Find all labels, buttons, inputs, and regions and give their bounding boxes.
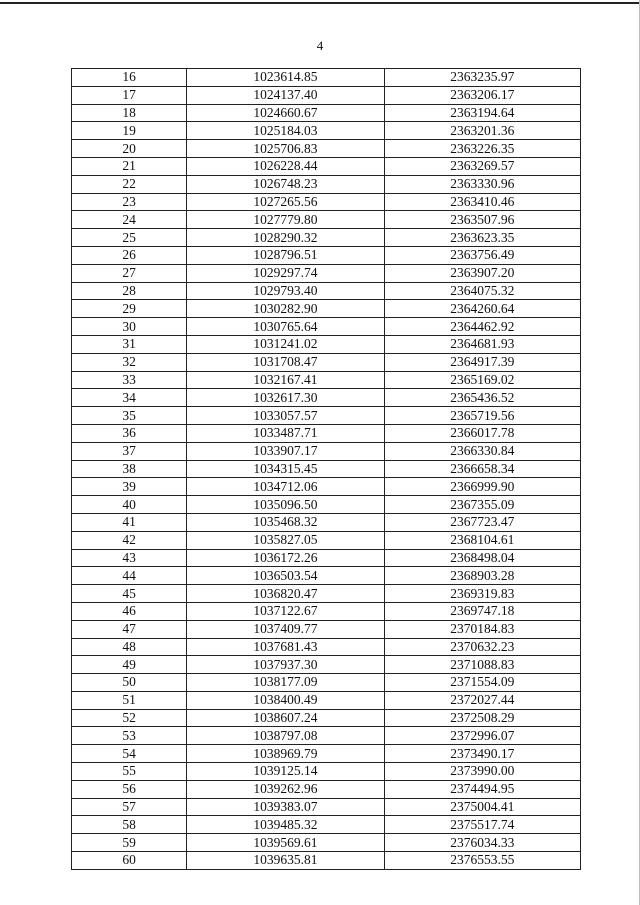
point-number-cell: 26 xyxy=(72,246,187,264)
table-row xyxy=(72,122,581,140)
x-coordinate-cell: 1025184.03 xyxy=(187,122,384,140)
table-row xyxy=(72,229,581,247)
point-number-cell: 45 xyxy=(72,585,187,603)
y-coordinate-cell: 2369319.83 xyxy=(384,585,580,603)
point-number-cell: 25 xyxy=(72,229,187,247)
y-coordinate-cell: 2363330.96 xyxy=(384,175,580,193)
x-coordinate-cell: 1039262.96 xyxy=(187,780,384,798)
x-coordinate-cell: 1025706.83 xyxy=(187,140,384,158)
x-coordinate-cell: 1033907.17 xyxy=(187,442,384,460)
table-row xyxy=(72,852,581,870)
x-coordinate-cell: 1029297.74 xyxy=(187,264,384,282)
point-number-cell: 33 xyxy=(72,371,187,389)
point-number-cell: 53 xyxy=(72,727,187,745)
x-coordinate-cell: 1038969.79 xyxy=(187,745,384,763)
y-coordinate-cell: 2375517.74 xyxy=(384,816,580,834)
x-coordinate-cell: 1039635.81 xyxy=(187,852,384,870)
x-coordinate-cell: 1033057.57 xyxy=(187,407,384,425)
table-row xyxy=(72,407,581,425)
table-row xyxy=(72,585,581,603)
point-number-cell: 20 xyxy=(72,140,187,158)
point-number-cell: 18 xyxy=(72,104,187,122)
coordinates-table-body xyxy=(72,69,581,870)
table-row xyxy=(72,513,581,531)
table-row xyxy=(72,567,581,585)
point-number-cell: 52 xyxy=(72,709,187,727)
x-coordinate-cell: 1036172.26 xyxy=(187,549,384,567)
y-coordinate-cell: 2370184.83 xyxy=(384,620,580,638)
y-coordinate-cell: 2364917.39 xyxy=(384,353,580,371)
point-number-cell: 19 xyxy=(72,122,187,140)
x-coordinate-cell: 1035468.32 xyxy=(187,513,384,531)
coordinates-table xyxy=(71,68,581,870)
y-coordinate-cell: 2369747.18 xyxy=(384,602,580,620)
x-coordinate-cell: 1024660.67 xyxy=(187,104,384,122)
x-coordinate-cell: 1028290.32 xyxy=(187,229,384,247)
table-row xyxy=(72,816,581,834)
x-coordinate-cell: 1034712.06 xyxy=(187,478,384,496)
top-rule xyxy=(0,2,640,4)
point-number-cell: 37 xyxy=(72,442,187,460)
y-coordinate-cell: 2364462.92 xyxy=(384,318,580,336)
table-row xyxy=(72,104,581,122)
point-number-cell: 39 xyxy=(72,478,187,496)
table-row xyxy=(72,157,581,175)
y-coordinate-cell: 2367355.09 xyxy=(384,496,580,514)
point-number-cell: 49 xyxy=(72,656,187,674)
y-coordinate-cell: 2365436.52 xyxy=(384,389,580,407)
table-row xyxy=(72,531,581,549)
x-coordinate-cell: 1037937.30 xyxy=(187,656,384,674)
table-row xyxy=(72,674,581,692)
table-row xyxy=(72,264,581,282)
y-coordinate-cell: 2363201.36 xyxy=(384,122,580,140)
y-coordinate-cell: 2364075.32 xyxy=(384,282,580,300)
y-coordinate-cell: 2363235.97 xyxy=(384,69,580,87)
y-coordinate-cell: 2365169.02 xyxy=(384,371,580,389)
x-coordinate-cell: 1037122.67 xyxy=(187,602,384,620)
table-row xyxy=(72,745,581,763)
x-coordinate-cell: 1038797.08 xyxy=(187,727,384,745)
y-coordinate-cell: 2363756.49 xyxy=(384,246,580,264)
table-row xyxy=(72,798,581,816)
x-coordinate-cell: 1029793.40 xyxy=(187,282,384,300)
y-coordinate-cell: 2364681.93 xyxy=(384,335,580,353)
x-coordinate-cell: 1039569.61 xyxy=(187,834,384,852)
y-coordinate-cell: 2366017.78 xyxy=(384,424,580,442)
point-number-cell: 57 xyxy=(72,798,187,816)
point-number-cell: 55 xyxy=(72,763,187,781)
x-coordinate-cell: 1027779.80 xyxy=(187,211,384,229)
x-coordinate-cell: 1038400.49 xyxy=(187,691,384,709)
x-coordinate-cell: 1032617.30 xyxy=(187,389,384,407)
y-coordinate-cell: 2368903.28 xyxy=(384,567,580,585)
point-number-cell: 56 xyxy=(72,780,187,798)
point-number-cell: 16 xyxy=(72,69,187,87)
x-coordinate-cell: 1031241.02 xyxy=(187,335,384,353)
y-coordinate-cell: 2364260.64 xyxy=(384,300,580,318)
point-number-cell: 34 xyxy=(72,389,187,407)
table-row xyxy=(72,211,581,229)
point-number-cell: 17 xyxy=(72,86,187,104)
y-coordinate-cell: 2374494.95 xyxy=(384,780,580,798)
point-number-cell: 41 xyxy=(72,513,187,531)
table-row xyxy=(72,300,581,318)
y-coordinate-cell: 2366999.90 xyxy=(384,478,580,496)
x-coordinate-cell: 1035096.50 xyxy=(187,496,384,514)
y-coordinate-cell: 2368498.04 xyxy=(384,549,580,567)
table-row xyxy=(72,193,581,211)
point-number-cell: 27 xyxy=(72,264,187,282)
point-number-cell: 50 xyxy=(72,674,187,692)
table-row xyxy=(72,371,581,389)
y-coordinate-cell: 2363410.46 xyxy=(384,193,580,211)
point-number-cell: 46 xyxy=(72,602,187,620)
x-coordinate-cell: 1023614.85 xyxy=(187,69,384,87)
x-coordinate-cell: 1035827.05 xyxy=(187,531,384,549)
point-number-cell: 28 xyxy=(72,282,187,300)
table-row xyxy=(72,246,581,264)
x-coordinate-cell: 1038607.24 xyxy=(187,709,384,727)
table-row xyxy=(72,69,581,87)
point-number-cell: 29 xyxy=(72,300,187,318)
table-row xyxy=(72,478,581,496)
x-coordinate-cell: 1037409.77 xyxy=(187,620,384,638)
x-coordinate-cell: 1031708.47 xyxy=(187,353,384,371)
table-row xyxy=(72,140,581,158)
point-number-cell: 54 xyxy=(72,745,187,763)
table-row xyxy=(72,780,581,798)
table-row xyxy=(72,656,581,674)
x-coordinate-cell: 1030765.64 xyxy=(187,318,384,336)
y-coordinate-cell: 2373490.17 xyxy=(384,745,580,763)
point-number-cell: 36 xyxy=(72,424,187,442)
y-coordinate-cell: 2367723.47 xyxy=(384,513,580,531)
x-coordinate-cell: 1032167.41 xyxy=(187,371,384,389)
point-number-cell: 35 xyxy=(72,407,187,425)
y-coordinate-cell: 2363907.20 xyxy=(384,264,580,282)
x-coordinate-cell: 1039485.32 xyxy=(187,816,384,834)
table-row xyxy=(72,638,581,656)
point-number-cell: 21 xyxy=(72,157,187,175)
y-coordinate-cell: 2363226.35 xyxy=(384,140,580,158)
table-row xyxy=(72,834,581,852)
x-coordinate-cell: 1030282.90 xyxy=(187,300,384,318)
point-number-cell: 47 xyxy=(72,620,187,638)
point-number-cell: 60 xyxy=(72,852,187,870)
x-coordinate-cell: 1039383.07 xyxy=(187,798,384,816)
point-number-cell: 24 xyxy=(72,211,187,229)
y-coordinate-cell: 2376034.33 xyxy=(384,834,580,852)
y-coordinate-cell: 2363206.17 xyxy=(384,86,580,104)
y-coordinate-cell: 2363194.64 xyxy=(384,104,580,122)
table-row xyxy=(72,335,581,353)
point-number-cell: 58 xyxy=(72,816,187,834)
table-row xyxy=(72,460,581,478)
point-number-cell: 30 xyxy=(72,318,187,336)
x-coordinate-cell: 1034315.45 xyxy=(187,460,384,478)
x-coordinate-cell: 1036820.47 xyxy=(187,585,384,603)
table-row xyxy=(72,496,581,514)
y-coordinate-cell: 2371088.83 xyxy=(384,656,580,674)
table-row xyxy=(72,691,581,709)
point-number-cell: 22 xyxy=(72,175,187,193)
x-coordinate-cell: 1037681.43 xyxy=(187,638,384,656)
point-number-cell: 43 xyxy=(72,549,187,567)
y-coordinate-cell: 2365719.56 xyxy=(384,407,580,425)
point-number-cell: 51 xyxy=(72,691,187,709)
y-coordinate-cell: 2363623.35 xyxy=(384,229,580,247)
point-number-cell: 23 xyxy=(72,193,187,211)
table-row xyxy=(72,442,581,460)
table-row xyxy=(72,549,581,567)
table-row xyxy=(72,602,581,620)
table-row xyxy=(72,282,581,300)
point-number-cell: 59 xyxy=(72,834,187,852)
y-coordinate-cell: 2375004.41 xyxy=(384,798,580,816)
y-coordinate-cell: 2372027.44 xyxy=(384,691,580,709)
x-coordinate-cell: 1026748.23 xyxy=(187,175,384,193)
table-row xyxy=(72,318,581,336)
point-number-cell: 42 xyxy=(72,531,187,549)
point-number-cell: 48 xyxy=(72,638,187,656)
y-coordinate-cell: 2372996.07 xyxy=(384,727,580,745)
x-coordinate-cell: 1024137.40 xyxy=(187,86,384,104)
table-row xyxy=(72,389,581,407)
table-row xyxy=(72,86,581,104)
table-row xyxy=(72,763,581,781)
point-number-cell: 31 xyxy=(72,335,187,353)
y-coordinate-cell: 2373990.00 xyxy=(384,763,580,781)
table-row xyxy=(72,709,581,727)
y-coordinate-cell: 2366658.34 xyxy=(384,460,580,478)
x-coordinate-cell: 1027265.56 xyxy=(187,193,384,211)
y-coordinate-cell: 2372508.29 xyxy=(384,709,580,727)
point-number-cell: 40 xyxy=(72,496,187,514)
point-number-cell: 32 xyxy=(72,353,187,371)
y-coordinate-cell: 2376553.55 xyxy=(384,852,580,870)
table-row xyxy=(72,727,581,745)
table-row xyxy=(72,620,581,638)
y-coordinate-cell: 2363507.96 xyxy=(384,211,580,229)
table-row xyxy=(72,175,581,193)
y-coordinate-cell: 2371554.09 xyxy=(384,674,580,692)
y-coordinate-cell: 2370632.23 xyxy=(384,638,580,656)
x-coordinate-cell: 1039125.14 xyxy=(187,763,384,781)
x-coordinate-cell: 1036503.54 xyxy=(187,567,384,585)
y-coordinate-cell: 2368104.61 xyxy=(384,531,580,549)
page-number: 4 xyxy=(316,38,324,53)
x-coordinate-cell: 1028796.51 xyxy=(187,246,384,264)
point-number-cell: 38 xyxy=(72,460,187,478)
y-coordinate-cell: 2363269.57 xyxy=(384,157,580,175)
table-row xyxy=(72,353,581,371)
point-number-cell: 44 xyxy=(72,567,187,585)
x-coordinate-cell: 1033487.71 xyxy=(187,424,384,442)
x-coordinate-cell: 1038177.09 xyxy=(187,674,384,692)
table-row xyxy=(72,424,581,442)
y-coordinate-cell: 2366330.84 xyxy=(384,442,580,460)
x-coordinate-cell: 1026228.44 xyxy=(187,157,384,175)
